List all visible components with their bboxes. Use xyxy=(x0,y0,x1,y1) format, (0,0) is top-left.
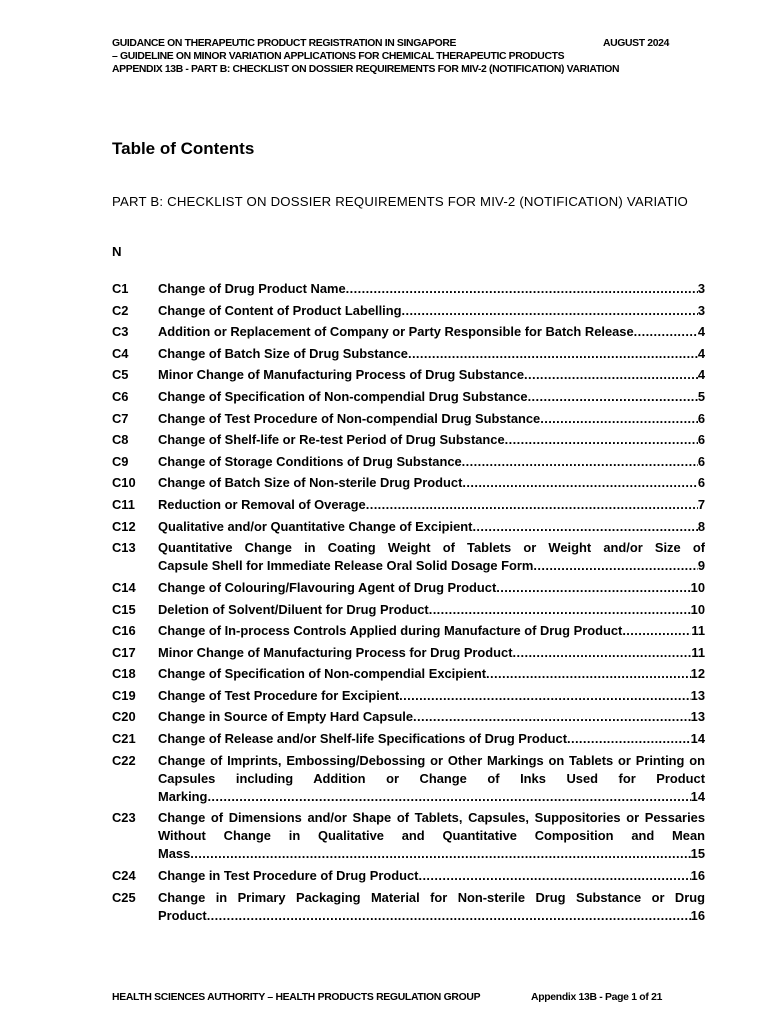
toc-entry-c14[interactable] xyxy=(112,579,705,597)
toc-entry-code: C13 xyxy=(112,540,136,556)
toc-entry-c17[interactable] xyxy=(112,644,705,662)
toc-entry-body xyxy=(158,474,705,492)
toc-entry-title: Change of Specification of Non-compendial Drug Substance xyxy=(158,388,528,404)
toc-entry-c13[interactable] xyxy=(112,539,705,575)
toc-dot-leader xyxy=(533,557,697,575)
toc-entry-code: C19 xyxy=(112,687,136,703)
toc-entry-title: Change of Content of Product Labelling xyxy=(158,302,402,318)
toc-dot-leader xyxy=(486,665,691,683)
toc-entry-c23[interactable] xyxy=(112,809,705,863)
toc-entry-c22[interactable] xyxy=(112,752,705,806)
page-header xyxy=(112,37,712,76)
toc-entry-title: Change of Storage Conditions of Drug Substance xyxy=(158,453,462,469)
toc-entry-page: 13 xyxy=(690,687,705,703)
toc-entry-c4[interactable] xyxy=(112,345,705,363)
toc-entry-title: Change in Source of Empty Hard Capsule xyxy=(158,709,413,725)
toc-entry-title: Minor Change of Manufacturing Process of Drug Substance xyxy=(158,367,524,383)
toc-entry-page: 14 xyxy=(690,788,705,804)
toc-entry-code: C18 xyxy=(112,666,136,682)
header-appendix-title: APPENDIX 13B - PART B: CHECKLIST ON DOSSIER REQUIREMENTS FOR MIV-2 (NOTIFICATION) VARIATION xyxy=(112,64,620,75)
toc-dot-leader xyxy=(346,280,698,298)
toc-entry-title-last-line xyxy=(158,907,705,925)
toc-entry-title-last-line xyxy=(158,845,705,863)
toc-entry-title-end: Product xyxy=(158,907,207,923)
toc-dot-leader xyxy=(366,496,698,514)
toc-entry-c10[interactable] xyxy=(112,474,705,492)
toc-entry-code: C21 xyxy=(112,731,136,747)
toc-entry-code: C15 xyxy=(112,601,136,617)
toc-entry-body xyxy=(158,752,705,806)
toc-entry-c15[interactable] xyxy=(112,601,705,619)
toc-entry-title: Change of Specification of Non-compendial Excipient xyxy=(158,666,487,682)
toc-entry-code: C12 xyxy=(112,518,136,534)
toc-entry-body xyxy=(158,453,705,471)
toc-entry-body xyxy=(158,431,705,449)
toc-entry-code: C7 xyxy=(112,410,129,426)
toc-dot-leader xyxy=(634,323,698,341)
toc-dot-leader xyxy=(524,366,698,384)
toc-entry-c6[interactable] xyxy=(112,388,705,406)
page-footer xyxy=(112,992,672,1003)
toc-entry-title: Deletion of Solvent/Diluent for Drug Product xyxy=(158,601,429,617)
toc-entry-title: Change of Batch Size of Drug Substance xyxy=(158,345,408,361)
toc-entry-code: C11 xyxy=(112,496,135,512)
toc-entry-title: Reduction or Removal of Overage xyxy=(158,496,366,512)
toc-dot-leader xyxy=(429,601,691,619)
toc-entry-c11[interactable] xyxy=(112,496,705,514)
toc-entry-title: Change of Test Procedure of Non-compendial Drug Substance xyxy=(158,410,541,426)
toc-entry-body xyxy=(158,644,705,662)
toc-entry-title: Change of Test Procedure for Excipient xyxy=(158,687,400,703)
toc-entry-body xyxy=(158,302,705,320)
toc-entry-page: 6 xyxy=(697,475,705,491)
toc-entry-body xyxy=(158,366,705,384)
toc-entry-page: 16 xyxy=(690,868,705,884)
toc-entry-code: C23 xyxy=(112,810,136,826)
toc-entry-code: C10 xyxy=(112,475,136,491)
toc-dot-leader xyxy=(413,708,691,726)
toc-entry-code: C3 xyxy=(112,324,129,340)
toc-entry-title: Change in Test Procedure of Drug Product xyxy=(158,868,419,884)
toc-entry-page: 4 xyxy=(697,345,705,361)
toc-entry-c21[interactable] xyxy=(112,730,705,748)
toc-entry-body xyxy=(158,280,705,298)
toc-entry-body xyxy=(158,345,705,363)
toc-entry-page: 14 xyxy=(690,731,705,747)
part-heading: PART B: CHECKLIST ON DOSSIER REQUIREMENTS FOR MIV-2 (NOTIFICATION) VARIATIO xyxy=(112,194,689,209)
toc-entry-c18[interactable] xyxy=(112,665,705,683)
toc-dot-leader xyxy=(190,845,690,863)
toc-entry-page: 10 xyxy=(690,601,705,617)
toc-entry-code: C5 xyxy=(112,367,129,383)
toc-entry-title-lead: Change in Primary Packaging Material for Non-sterile Drug Substance or Drug xyxy=(158,889,705,905)
toc-entry-body xyxy=(158,579,705,597)
part-heading-tail: N xyxy=(112,244,122,259)
toc-entry-page: 16 xyxy=(690,907,705,923)
toc-entry-page: 11 xyxy=(691,623,705,639)
toc-entry-page: 13 xyxy=(690,709,705,725)
toc-entry-page: 8 xyxy=(697,518,705,534)
toc-dot-leader xyxy=(540,410,698,428)
toc-entry-body xyxy=(158,539,705,575)
toc-dot-leader xyxy=(472,518,697,536)
toc-entry-code: C8 xyxy=(112,432,129,448)
toc-dot-leader xyxy=(528,388,698,406)
footer-page-number: Appendix 13B - Page 1 of 21 xyxy=(531,992,663,1003)
toc-entry-body xyxy=(158,601,705,619)
toc-dot-leader xyxy=(401,302,697,320)
toc-entry-c1[interactable] xyxy=(112,280,705,298)
toc-entry-body xyxy=(158,622,705,640)
toc-entry-c8[interactable] xyxy=(112,431,705,449)
toc-entry-c24[interactable] xyxy=(112,867,705,885)
toc-list xyxy=(112,280,705,929)
toc-entry-title-end: Marking xyxy=(158,788,208,804)
toc-entry-body xyxy=(158,388,705,406)
toc-entry-title-last-line xyxy=(158,788,705,806)
toc-entry-c16[interactable] xyxy=(112,622,705,640)
toc-entry-title-end: Capsule Shell for Immediate Release Oral Solid Dosage Form xyxy=(158,558,534,574)
toc-entry-body xyxy=(158,410,705,428)
toc-dot-leader xyxy=(207,907,691,925)
toc-dot-leader xyxy=(462,474,697,492)
toc-entry-page: 15 xyxy=(690,846,705,862)
toc-entry-page: 11 xyxy=(691,644,705,660)
toc-entry-code: C20 xyxy=(112,709,136,725)
toc-entry-c19[interactable] xyxy=(112,687,705,705)
toc-entry-body xyxy=(158,867,705,885)
toc-entry-title: Addition or Replacement of Company or Party Responsible for Batch Release xyxy=(158,324,634,340)
toc-entry-title: Change of In-process Controls Applied during Manufacture of Drug Product xyxy=(158,623,623,639)
toc-entry-body xyxy=(158,708,705,726)
toc-entry-code: C14 xyxy=(112,579,136,595)
toc-entry-body xyxy=(158,518,705,536)
toc-entry-title: Change of Colouring/Flavouring Agent of Drug Product xyxy=(158,579,497,595)
toc-entry-body xyxy=(158,496,705,514)
toc-entry-code: C4 xyxy=(112,345,129,361)
header-date: AUGUST 2024 xyxy=(602,38,669,49)
toc-entry-c3[interactable] xyxy=(112,323,705,341)
toc-entry-title: Qualitative and/or Quantitative Change of Excipient xyxy=(158,518,473,534)
toc-entry-code: C9 xyxy=(112,453,129,469)
toc-entry-page: 6 xyxy=(697,432,705,448)
toc-entry-page: 9 xyxy=(697,558,705,574)
toc-entry-title: Change of Release and/or Shelf-life Specifications of Drug Product xyxy=(158,731,567,747)
toc-entry-page: 12 xyxy=(690,666,705,682)
toc-entry-title: Minor Change of Manufacturing Process for Drug Product xyxy=(158,644,513,660)
toc-entry-title-lead: Change of Dimensions and/or Shape of Tablets, Capsules, Suppositories or Pessaries Without Change in Qualitative and Quantitative Composition and Mean xyxy=(158,810,705,844)
toc-entry-page: 3 xyxy=(697,281,705,296)
toc-entry-c2[interactable] xyxy=(112,302,705,320)
toc-entry-body xyxy=(158,687,705,705)
toc-dot-leader xyxy=(567,730,691,748)
toc-dot-leader xyxy=(408,345,698,363)
toc-entry-code: C16 xyxy=(112,623,136,639)
toc-entry-c5[interactable] xyxy=(112,366,705,384)
toc-entry-code: C24 xyxy=(112,868,136,884)
toc-entry-title: Change of Drug Product Name xyxy=(158,281,346,296)
toc-entry-title: Change of Shelf-life or Re-test Period of Drug Substance xyxy=(158,432,505,448)
toc-dot-leader xyxy=(399,687,691,705)
toc-entry-title-lead: Quantitative Change in Coating Weight of Tablets or Weight and/or Size of xyxy=(158,540,705,556)
toc-entry-body xyxy=(158,665,705,683)
toc-entry-c9[interactable] xyxy=(112,453,705,471)
toc-entry-page: 6 xyxy=(697,453,705,469)
toc-entry-body xyxy=(158,730,705,748)
toc-entry-code: C6 xyxy=(112,388,129,404)
toc-dot-leader xyxy=(418,867,690,885)
toc-entry-code: C25 xyxy=(112,889,136,905)
toc-entry-c20[interactable] xyxy=(112,708,705,726)
header-guideline-title: – GUIDELINE ON MINOR VARIATION APPLICATIONS FOR CHEMICAL THERAPEUTIC PRODUCTS xyxy=(112,51,565,62)
toc-dot-leader xyxy=(505,431,698,449)
toc-entry-body xyxy=(158,323,705,341)
toc-entry-body xyxy=(158,889,705,925)
toc-entry-title-lead: Change of Imprints, Embossing/Debossing or Other Markings on Tablets or Printing on Capsules including Addition or Change of Inks Used for Product xyxy=(158,752,705,786)
toc-dot-leader xyxy=(496,579,690,597)
toc-entry-c25[interactable] xyxy=(112,889,705,925)
toc-entry-title-last-line xyxy=(158,557,705,575)
toc-title: Table of Contents xyxy=(112,139,255,158)
toc-entry-code: C2 xyxy=(112,302,129,318)
toc-entry-page: 7 xyxy=(697,496,705,512)
toc-entry-page: 6 xyxy=(697,410,705,426)
toc-entry-code: C1 xyxy=(112,281,129,296)
header-document-title: GUIDANCE ON THERAPEUTIC PRODUCT REGISTRATION IN SINGAPORE xyxy=(112,38,457,49)
toc-dot-leader xyxy=(513,644,692,662)
toc-entry-code: C22 xyxy=(112,752,136,768)
toc-entry-title-end: Mass xyxy=(158,846,191,862)
toc-dot-leader xyxy=(462,453,698,471)
footer-organisation: HEALTH SCIENCES AUTHORITY – HEALTH PRODUCTS REGULATION GROUP xyxy=(112,992,481,1003)
toc-entry-page: 5 xyxy=(697,388,705,404)
toc-entry-page: 3 xyxy=(697,302,705,318)
toc-dot-leader xyxy=(207,788,690,806)
toc-entry-page: 10 xyxy=(690,579,705,595)
toc-entry-page: 4 xyxy=(697,367,705,383)
toc-entry-code: C17 xyxy=(112,644,136,660)
toc-entry-title: Change of Batch Size of Non-sterile Drug Product xyxy=(158,475,463,491)
toc-entry-page: 4 xyxy=(697,324,705,340)
toc-entry-c7[interactable] xyxy=(112,410,705,428)
toc-dot-leader xyxy=(622,622,691,640)
toc-entry-c12[interactable] xyxy=(112,518,705,536)
toc-entry-body xyxy=(158,809,705,863)
